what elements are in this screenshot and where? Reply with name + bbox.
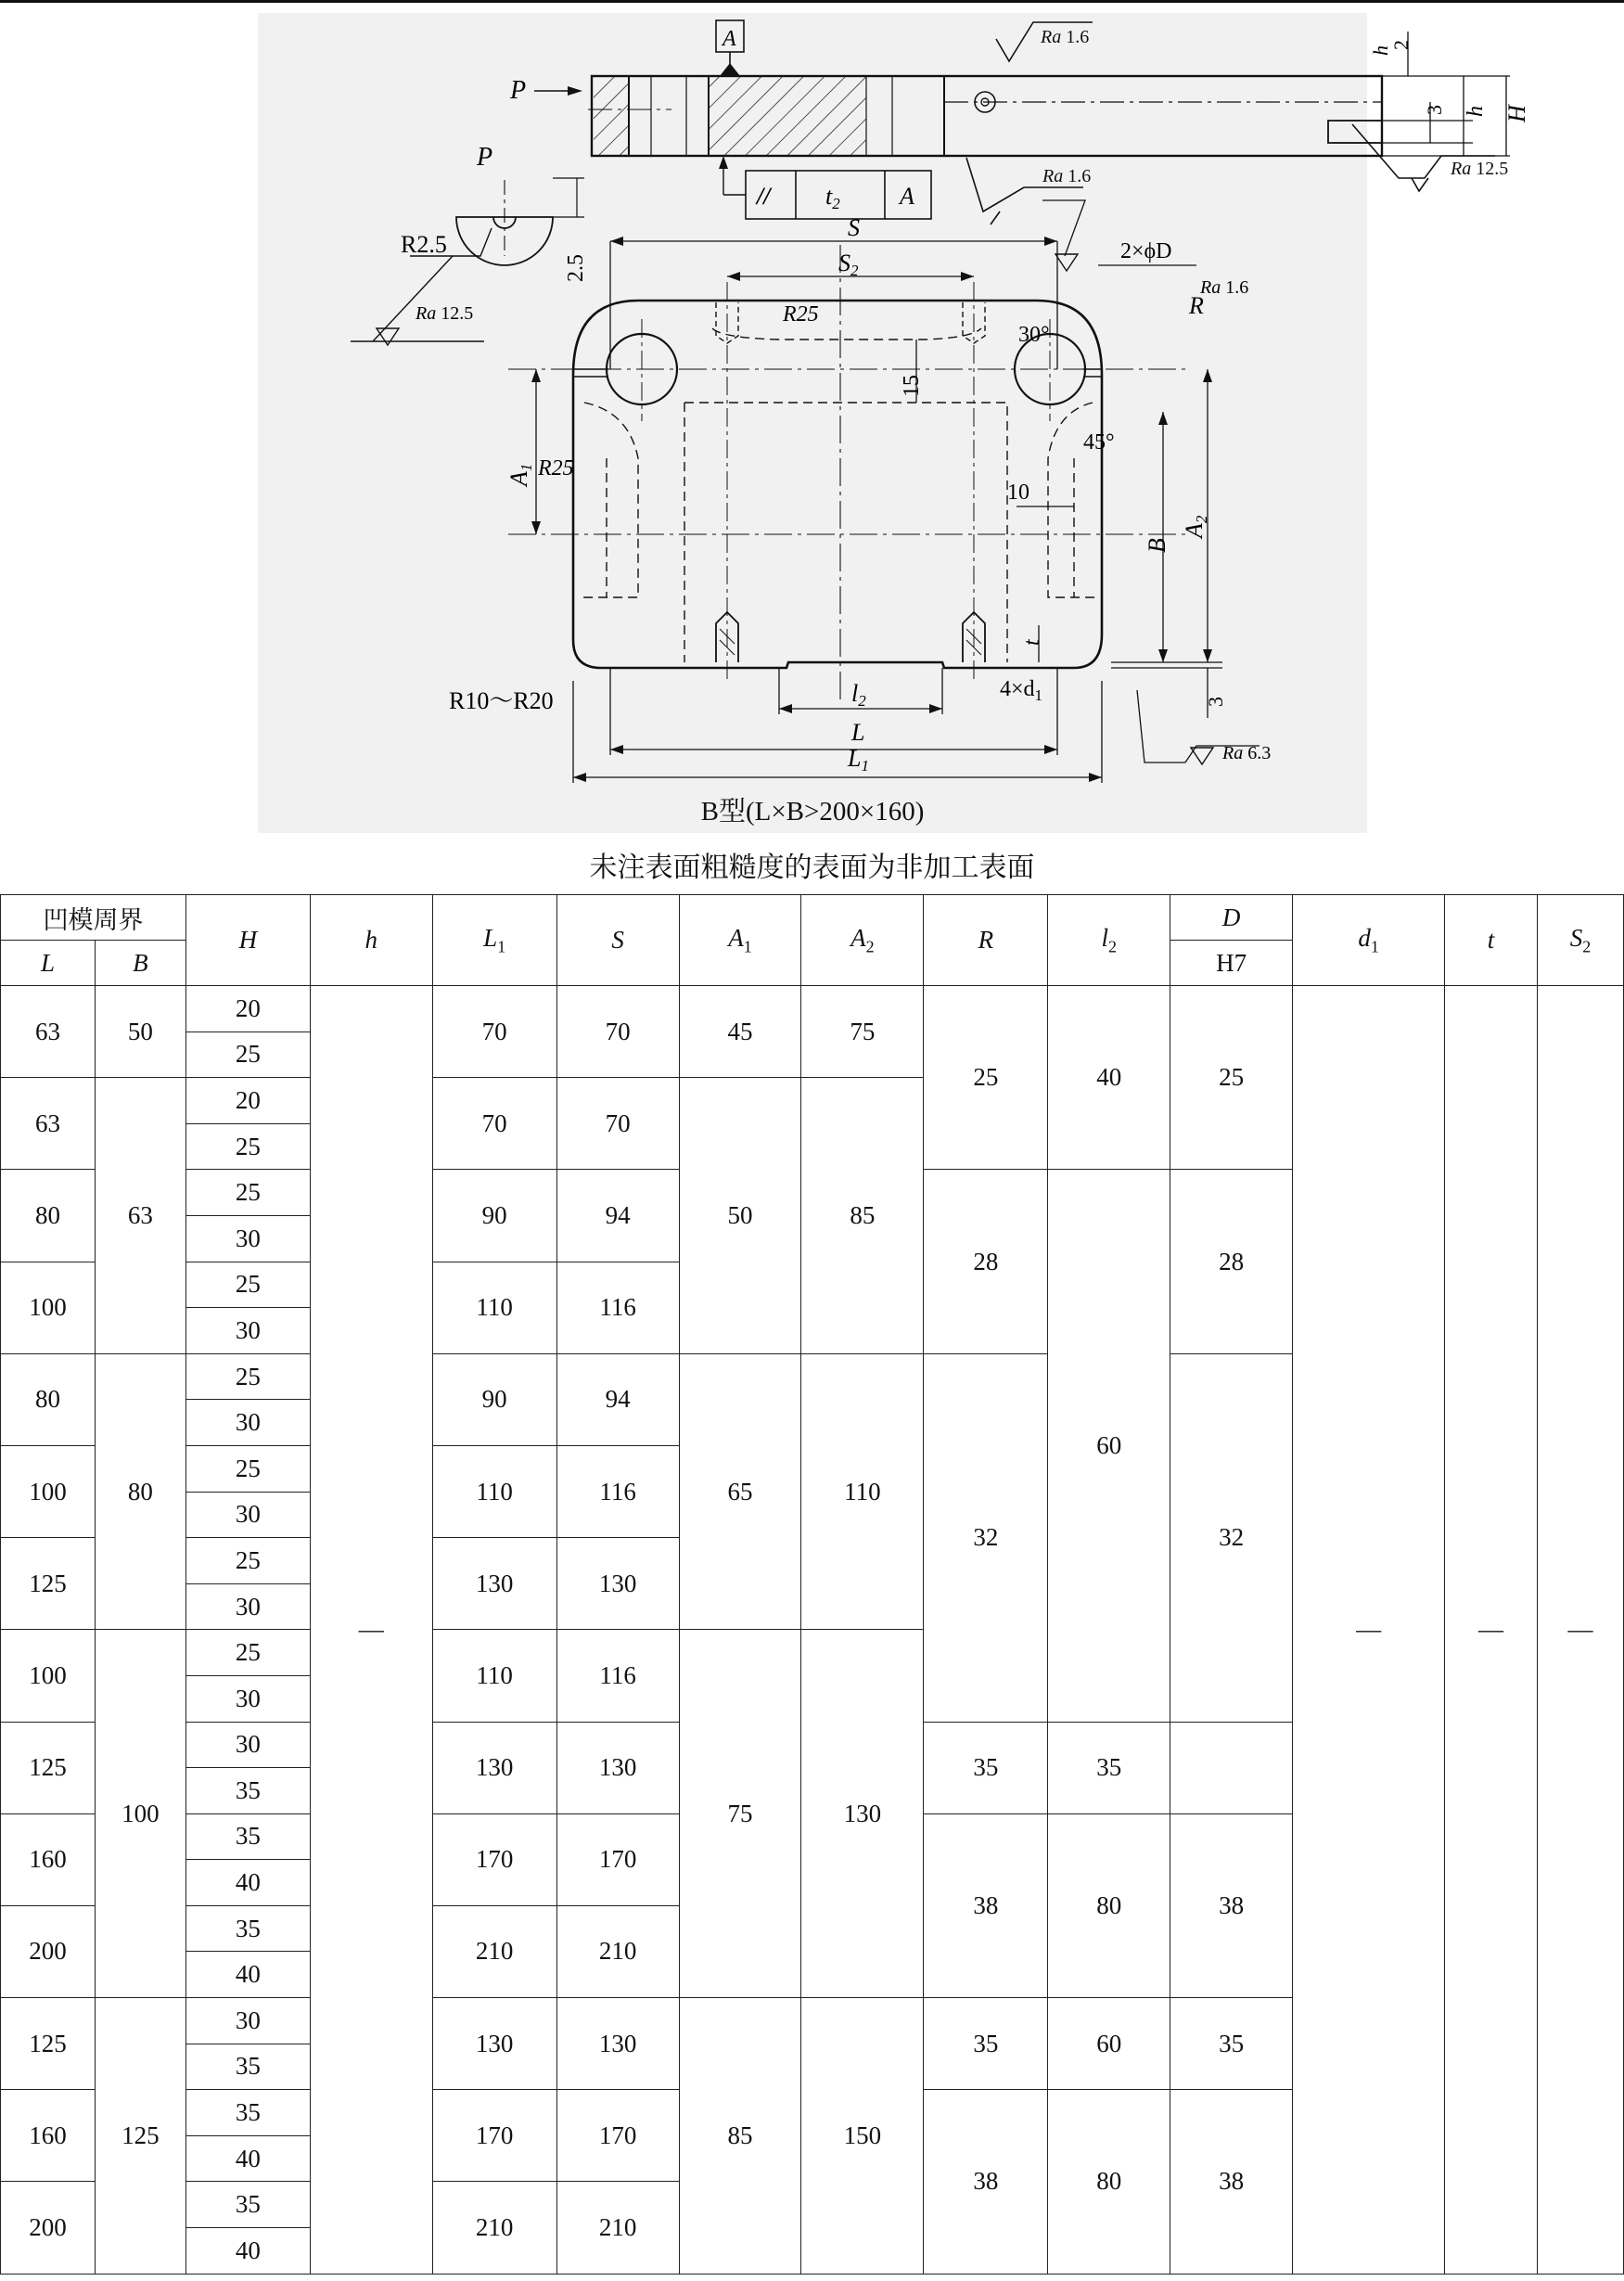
cell-H: 30 <box>185 1675 310 1722</box>
cell-S: 130 <box>556 1722 679 1813</box>
svg-text:H: H <box>1503 105 1530 122</box>
svg-text:10: 10 <box>1007 481 1029 505</box>
header-B: B <box>95 941 185 986</box>
cell-H: 40 <box>185 2135 310 2182</box>
svg-text:2.5: 2.5 <box>564 254 588 282</box>
cell-B: 125 <box>95 1998 185 2275</box>
cell-L1: 130 <box>432 1722 556 1813</box>
cell-A2: 150 <box>801 1998 924 2275</box>
cell-H: 30 <box>185 1308 310 1354</box>
cell-L1: 170 <box>432 2090 556 2182</box>
cell-L: 100 <box>1 1262 96 1353</box>
cell-l2: 40 <box>1048 986 1170 1170</box>
cell-H: 30 <box>185 1492 310 1538</box>
svg-text:15: 15 <box>900 375 924 397</box>
cell-S: 94 <box>556 1170 679 1262</box>
svg-text:S2: S2 <box>838 250 859 279</box>
svg-text://: // <box>757 183 771 210</box>
cell-H: 40 <box>185 1952 310 1998</box>
parallelism-frame <box>719 156 931 219</box>
header-S2: $S_2$ <box>1537 895 1623 986</box>
cell-L1: 70 <box>432 1078 556 1170</box>
p-arrow <box>509 76 582 105</box>
dimension-table-wrap <box>0 894 1624 2275</box>
svg-text:R: R <box>1189 292 1204 319</box>
svg-text:30°: 30° <box>1018 323 1050 347</box>
svg-text:4×d1: $4\times d_1$ <box>1000 677 1043 704</box>
header-h: h <box>310 895 432 986</box>
cell-D: 38 <box>1170 2090 1293 2274</box>
cell-L1: 110 <box>432 1630 556 1722</box>
technical-drawing <box>258 13 1530 833</box>
cell-H: 35 <box>185 2182 310 2228</box>
header-A2: $A_2$ <box>801 895 924 986</box>
svg-text:L1: L1 <box>848 745 869 775</box>
cell-L: 63 <box>1 986 96 1078</box>
cell-L: 160 <box>1 2090 96 2182</box>
cell-B: 100 <box>95 1630 185 1998</box>
cell-D: 25 <box>1170 986 1293 1170</box>
cell-l2: 80 <box>1048 1813 1170 1997</box>
cell-H: 35 <box>185 1768 310 1814</box>
height-dims <box>1334 32 1510 156</box>
svg-text:l2: l2 <box>851 680 866 710</box>
cell-L: 80 <box>1 1353 96 1445</box>
cell-H: 25 <box>185 1170 310 1216</box>
svg-text:R25: R25 <box>538 456 574 481</box>
cell-H: 35 <box>185 2044 310 2090</box>
cell-S: 210 <box>556 2182 679 2274</box>
svg-text:S: S <box>848 214 860 241</box>
svg-text:Ra 6.3: Ra 6.3 <box>1222 743 1272 763</box>
cell-L: 160 <box>1 1813 96 1905</box>
cell-S: 170 <box>556 2090 679 2182</box>
cell-H: 25 <box>185 1353 310 1400</box>
top-rule <box>0 0 1624 3</box>
cell-H: 30 <box>185 1583 310 1630</box>
cell-L: 100 <box>1 1630 96 1722</box>
cell-L: 200 <box>1 1905 96 1997</box>
cell-D: 38 <box>1170 1813 1293 1997</box>
svg-text:A: A <box>722 27 736 51</box>
svg-text:R10～R20: R10～R20 <box>449 687 554 714</box>
svg-text:R2.5: R2.5 <box>401 231 447 258</box>
cell-L1: 110 <box>432 1445 556 1537</box>
cell-R: 35 <box>924 1722 1048 1813</box>
cell-S: 170 <box>556 1813 679 1905</box>
cell-L1: 90 <box>432 1353 556 1445</box>
svg-text:Ra 1.6: Ra 1.6 <box>1200 277 1249 298</box>
cell-A2: 85 <box>801 1078 924 1354</box>
cell-A1: 65 <box>679 1353 801 1630</box>
cell-R: 28 <box>924 1170 1048 1353</box>
cell-L1: 170 <box>432 1813 556 1905</box>
cell-L: 63 <box>1 1078 96 1170</box>
cell-H: 35 <box>185 1813 310 1860</box>
roughness-top <box>966 22 1508 224</box>
datum-A <box>716 20 744 76</box>
cell-h: — <box>310 986 432 2275</box>
cell-A2: 75 <box>801 986 924 1078</box>
header-D: D <box>1170 895 1293 941</box>
surface-note: 未注表面粗糙度的表面为非加工表面 <box>589 852 1035 883</box>
svg-text:A2: A2 <box>1181 515 1210 538</box>
svg-text:45°: 45° <box>1083 430 1115 455</box>
cell-L1: 70 <box>432 986 556 1078</box>
cell-L1: 130 <box>432 1538 556 1630</box>
cell-H: 30 <box>185 1215 310 1262</box>
cell-H: 25 <box>185 1445 310 1492</box>
cell-H: 40 <box>185 1860 310 1906</box>
cell-B: 50 <box>95 986 185 1078</box>
cell-H: 40 <box>185 2228 310 2275</box>
cell-S: 130 <box>556 1538 679 1630</box>
svg-text:2×ϕD: 2×ϕD <box>1120 239 1172 263</box>
svg-text:h: h <box>1464 106 1488 117</box>
drawing-caption: B型(L×B>200×160) <box>700 797 925 827</box>
svg-text:A: A <box>900 183 914 210</box>
cell-l2: 80 <box>1048 2090 1170 2274</box>
cell-H: 20 <box>185 986 310 1032</box>
header-L: L <box>1 941 96 986</box>
cell-H: 35 <box>185 1905 310 1952</box>
cell-S: 94 <box>556 1353 679 1445</box>
svg-text:3: 3 <box>1423 105 1446 115</box>
dimension-table <box>0 894 1624 2275</box>
header-l2: $l_2$ <box>1048 895 1170 986</box>
table-row <box>1 986 1624 1032</box>
svg-text:Ra 12.5: Ra 12.5 <box>416 303 474 324</box>
cell-L: 80 <box>1 1170 96 1262</box>
cell-S: 116 <box>556 1262 679 1353</box>
svg-text:h: h <box>1369 45 1392 56</box>
header-S: S <box>556 895 679 986</box>
cell-H: 20 <box>185 1078 310 1124</box>
section-view <box>588 76 1382 156</box>
cell-D: 32 <box>1170 1353 1293 1722</box>
cell-S: 210 <box>556 1905 679 1997</box>
plan-dimensions <box>536 200 1260 783</box>
cell-H: 30 <box>185 1722 310 1768</box>
cell-H: 30 <box>185 1998 310 2044</box>
svg-text:t: t <box>1020 639 1044 646</box>
header-L1: $L_1$ <box>432 895 556 986</box>
header-t: t <box>1445 895 1538 986</box>
svg-text:P: P <box>510 76 527 105</box>
cell-D: 28 <box>1170 1170 1293 1353</box>
svg-text:R25: R25 <box>783 302 819 327</box>
cell-L: 125 <box>1 1998 96 2090</box>
cell-L1: 210 <box>432 2182 556 2274</box>
cell-H: 25 <box>185 1032 310 1078</box>
cell-L: 125 <box>1 1538 96 1630</box>
cell-H: 25 <box>185 1630 310 1676</box>
cell-l2: 60 <box>1048 1170 1170 1722</box>
header-D-tol: H7 <box>1170 941 1293 986</box>
cell-L: 200 <box>1 2182 96 2274</box>
svg-text:A1: A1 <box>505 463 535 486</box>
cell-S: 70 <box>556 1078 679 1170</box>
cell-l2: 60 <box>1048 1998 1170 2090</box>
cell-t: — <box>1445 986 1538 2275</box>
svg-text:P: P <box>477 143 493 172</box>
svg-text:Ra 12.5: Ra 12.5 <box>1451 159 1509 179</box>
cell-S: 116 <box>556 1630 679 1722</box>
svg-text:Ra 1.6: Ra 1.6 <box>1041 27 1090 47</box>
cell-A2: 110 <box>801 1353 924 1630</box>
header-H: H <box>185 895 310 986</box>
cell-L1: 130 <box>432 1998 556 2090</box>
svg-text:3: 3 <box>1204 697 1227 707</box>
cell-S: 130 <box>556 1998 679 2090</box>
cell-d1: — <box>1293 986 1445 2275</box>
cell-R: 38 <box>924 2090 1048 2274</box>
header-A1: $A_1$ <box>679 895 801 986</box>
cell-R: 32 <box>924 1353 1048 1722</box>
cell-L1: 210 <box>432 1905 556 1997</box>
svg-text:t2: t2 <box>825 183 840 212</box>
cell-H: 25 <box>185 1538 310 1584</box>
cell-H: 25 <box>185 1262 310 1308</box>
cell-A1: 50 <box>679 1078 801 1354</box>
svg-text:L: L <box>851 719 865 746</box>
arrowheads <box>531 237 1212 782</box>
cell-R: 35 <box>924 1998 1048 2090</box>
cell-B: 63 <box>95 1078 185 1354</box>
cell-B: 80 <box>95 1353 185 1630</box>
header-group: 凹模周界 <box>1 895 186 941</box>
cell-A1: 75 <box>679 1630 801 1998</box>
cell-L1: 110 <box>432 1262 556 1353</box>
header-d1: $d_1$ <box>1293 895 1445 986</box>
cell-L: 100 <box>1 1445 96 1537</box>
cell-L: 125 <box>1 1722 96 1813</box>
svg-text:B: B <box>1144 538 1170 553</box>
header-R: R <box>924 895 1048 986</box>
cell-L1: 90 <box>432 1170 556 1262</box>
drawing-svg <box>258 13 1530 833</box>
cell-R: 38 <box>924 1813 1048 1997</box>
svg-text:Ra 1.6: Ra 1.6 <box>1042 166 1092 186</box>
header-row-1 <box>1 895 1624 941</box>
cell-D: 35 <box>1048 1722 1170 1813</box>
svg-text:2: 2 <box>1389 40 1413 50</box>
cell-H: 35 <box>185 2090 310 2136</box>
cell-S2: — <box>1537 986 1623 2275</box>
cell-D: 35 <box>1170 1998 1293 2090</box>
cell-A1: 85 <box>679 1998 801 2275</box>
cell-H: 25 <box>185 1123 310 1170</box>
cell-S: 70 <box>556 986 679 1078</box>
cell-A2: 130 <box>801 1630 924 1998</box>
cell-S: 116 <box>556 1445 679 1537</box>
cell-A1: 45 <box>679 986 801 1078</box>
cell-H: 30 <box>185 1400 310 1446</box>
cell-R: 25 <box>924 986 1048 1170</box>
